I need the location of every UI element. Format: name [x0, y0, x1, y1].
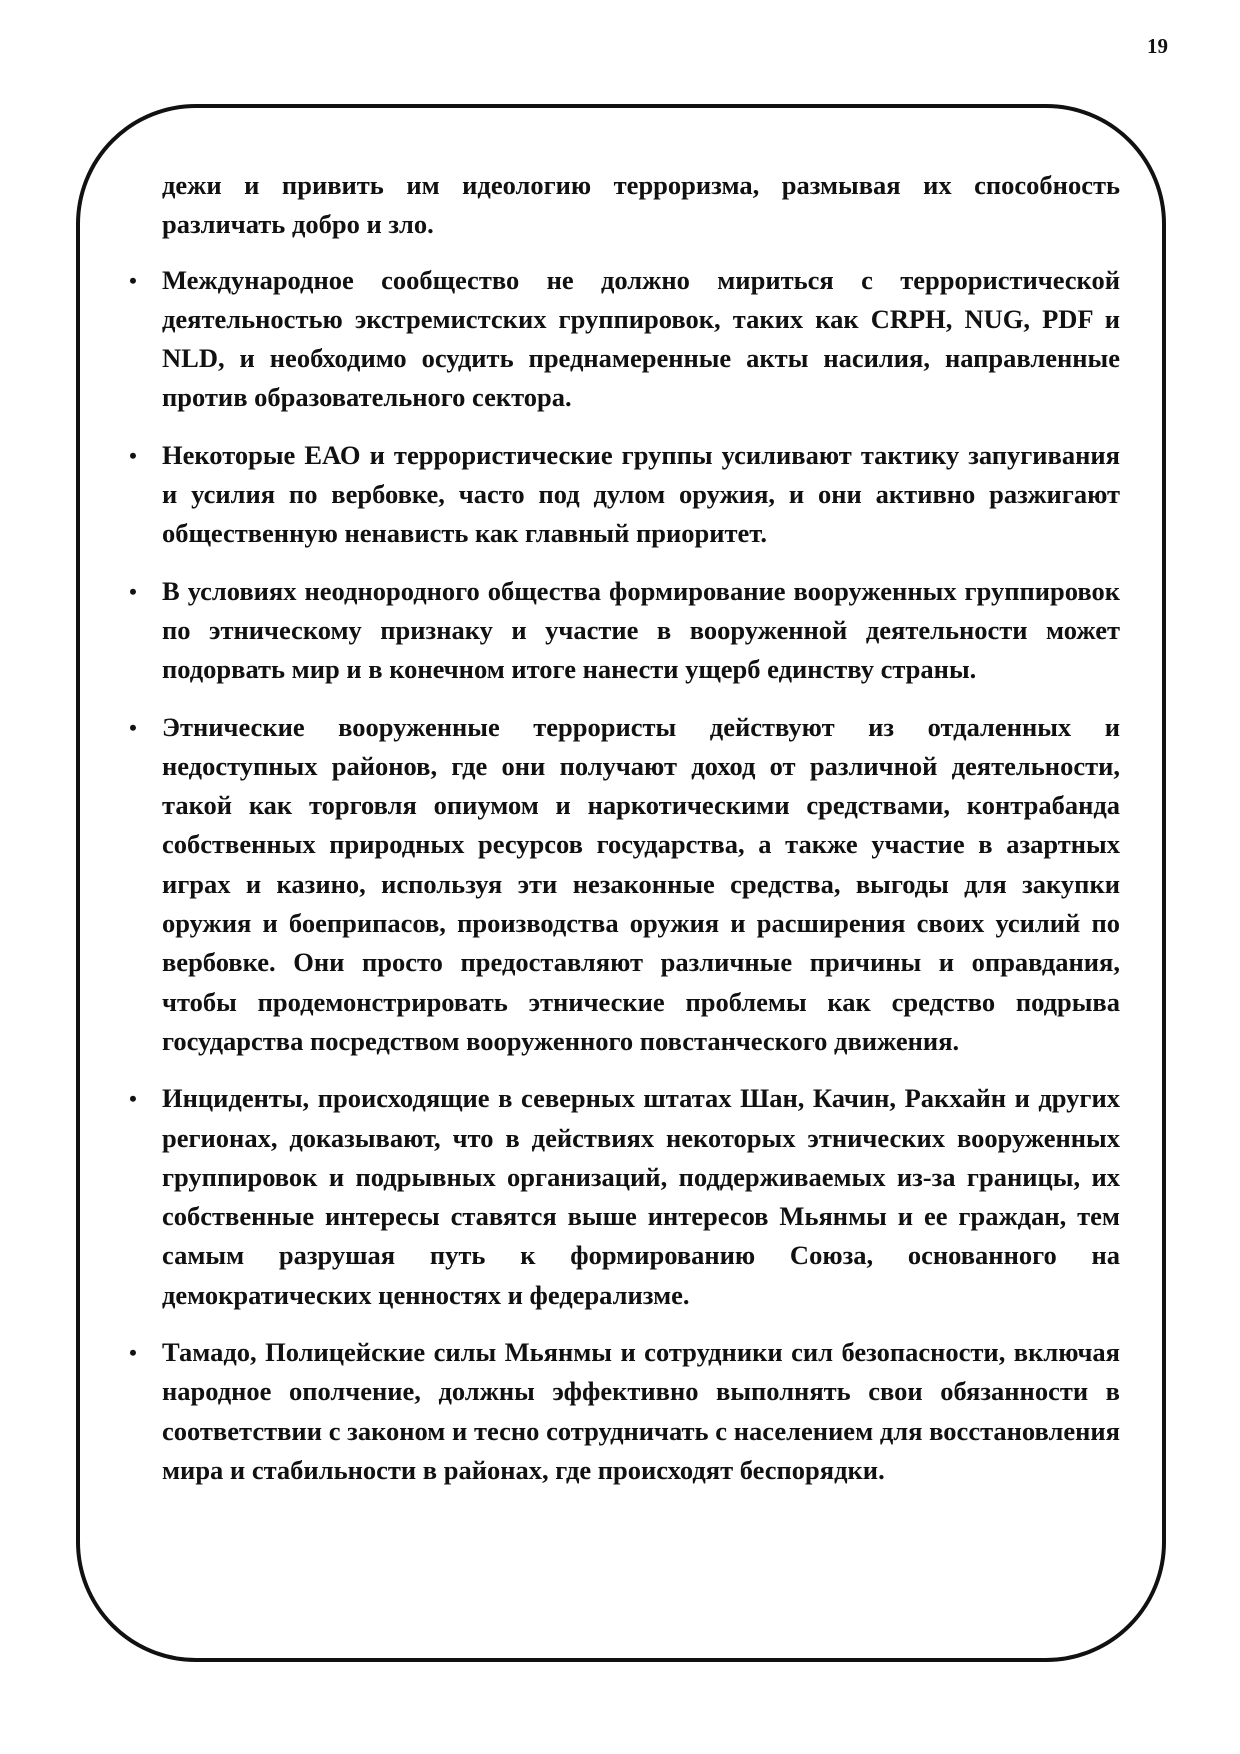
bullet-icon: •: [129, 578, 137, 604]
bullet-item: [120, 708, 1120, 1062]
bullet-icon: •: [129, 714, 137, 740]
bullet-text: Тамадо, Полицейские силы Мьянмы и сотрудники сил безопасности, включая народное ополчение, должны эффективно выполнять свои обязанности в соответствии с законом и тесно сотрудничать с населением для восстановления мира и стабильности в районах, где происходят беспорядки.: [162, 1337, 1120, 1485]
page-number: 19: [1147, 34, 1168, 58]
bullet-item: [120, 1079, 1120, 1315]
intro-paragraph: дежи и привить им идеологию терроризма, размывая их способность различать добро и зло.: [162, 170, 1120, 240]
bullet-icon: •: [129, 267, 137, 293]
bullet-text: В условиях неоднородного общества формирование вооруженных группировок по этническому признаку и участие в вооруженной деятельности может подорвать мир и в конечном итоге нанести ущерб единству страны.: [162, 575, 1120, 685]
bullet-text: Инциденты, происходящие в северных штатах Шан, Качин, Ракхайн и других регионах, доказывают, что в действиях некоторых этнических вооруженных группировок и подрывных организаций, поддерживаемых из-за границы, их собственные интересы ставятся выше интересов Мьянмы и ее граждан, тем самым разрушая путь к формированию Союза, основанного на демократических ценностях и федерализме.: [162, 1083, 1120, 1310]
bullet-item: [120, 1333, 1120, 1490]
bullet-item: [120, 572, 1120, 690]
bullet-icon: •: [129, 442, 137, 468]
bullet-icon: •: [129, 1086, 137, 1112]
bullet-text: Этнические вооруженные террористы действуют из отдаленных и недоступных районов, где они получают доход от различной деятельности, такой как торговля опиумом и наркотическими средствами, контрабанда собственных природных ресурсов государства, а также участие в азартных играх и казино, используя эти незаконные средства, выгоды для закупки оружия и боеприпасов, производства оружия и расширения своих усилий по вербовке. Они просто предоставляют различные причины и оправдания, чтобы продемонстрировать этнические проблемы как средство подрыва государства посредством вооруженного повстанческого движения.: [162, 711, 1120, 1056]
bullet-text: Некоторые ЕАО и террористические группы усиливают тактику запугивания и усилия по вербовке, часто под дулом оружия, и они активно разжигают общественную ненависть как главный приоритет.: [162, 439, 1120, 549]
bullet-item: [120, 261, 1120, 418]
bullet-icon: •: [129, 1340, 137, 1366]
bullet-list: [120, 261, 1120, 1491]
page-content: [120, 166, 1120, 1508]
bullet-item: [120, 436, 1120, 554]
bullet-text: Международное сообщество не должно мириться с террористической деятельностью экстремистских группировок, таких как CRPH, NUG, PDF и NLD, и необходимо осудить преднамеренные акты насилия, направленные против образовательного сектора.: [162, 264, 1120, 413]
